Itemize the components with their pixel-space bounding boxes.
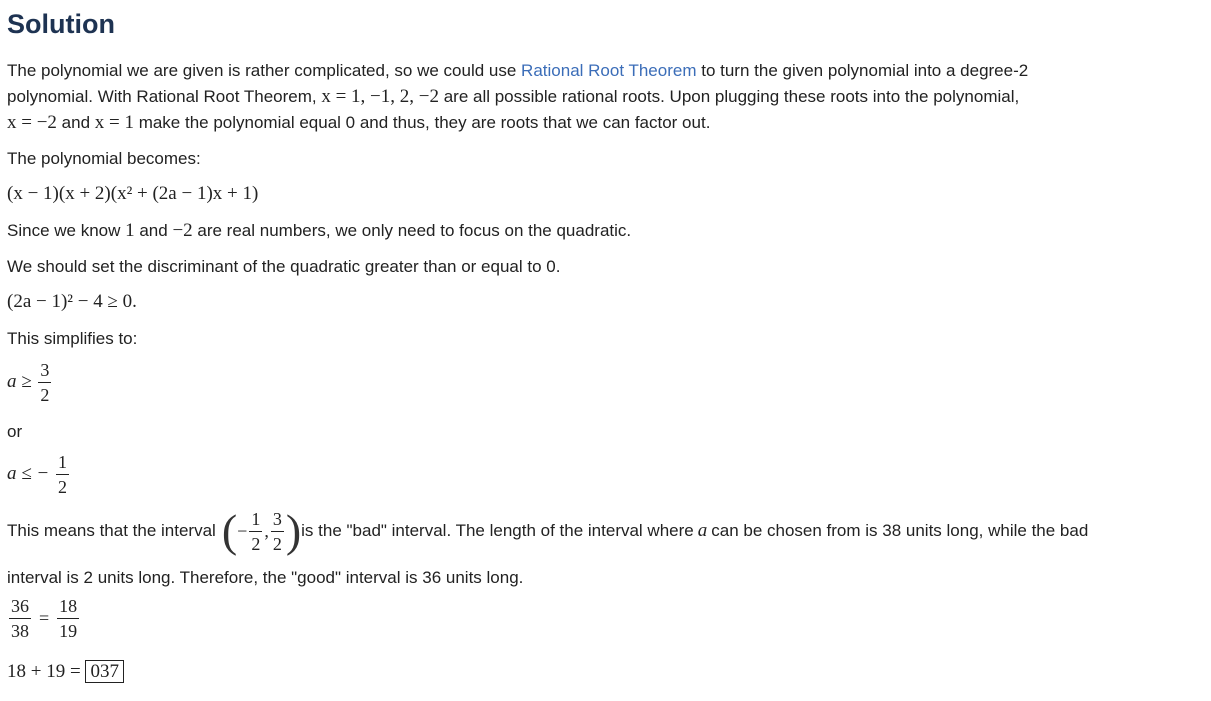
interval-line-1 — [7, 505, 1089, 556]
fraction-three-halves — [38, 361, 51, 404]
text-segment: and — [134, 221, 173, 240]
final-expression: 18 + 19 = — [7, 661, 81, 682]
inequality-a-leq — [7, 453, 71, 496]
inequality-a-geq — [7, 361, 53, 404]
interval-line-2: interval is 2 units long. Therefore, the "good" interval is 36 units long. — [7, 568, 524, 587]
discriminant-text: We should set the discriminant of the quadratic greater than or equal to 0. — [7, 257, 561, 276]
boxed-answer: 037 — [85, 660, 124, 683]
ineq2-lhs: a ≤ − — [7, 462, 50, 484]
paragraph-line-2 — [7, 84, 1019, 110]
final-answer-line — [7, 659, 124, 685]
text-segment: make the polynomial equal 0 and thus, they are roots that we can factor out. — [133, 113, 711, 132]
simplifies-text: This simplifies to: — [7, 329, 138, 348]
fraction-three-halves — [271, 510, 284, 553]
text-segment: Since we know — [7, 221, 126, 240]
fraction-one-half — [249, 510, 262, 553]
left-paren: ( — [221, 505, 238, 556]
fraction-denominator: 38 — [9, 618, 31, 640]
fraction-numerator: 3 — [40, 360, 50, 380]
math-possible-roots: x = 1, −1, 2, −2 — [321, 86, 439, 107]
fraction-numerator: 1 — [57, 452, 67, 472]
text-segment: polynomial. With Rational Root Theorem, — [7, 87, 322, 106]
fraction-denominator: 2 — [56, 474, 69, 496]
fraction-numerator: 3 — [272, 508, 282, 529]
text-segment: are real numbers, we only need to focus on the quadratic. — [192, 221, 632, 240]
text-segment: This means that the interval — [7, 521, 216, 540]
text-segment: to turn the given polynomial into a degree-2 — [696, 61, 1029, 80]
equals-sign: = — [39, 608, 50, 628]
fraction-denominator: 19 — [57, 618, 79, 640]
or-text: or — [7, 422, 23, 441]
text-segment: are all possible rational roots. Upon plugging these roots into the polynomial, — [438, 87, 1020, 106]
fraction-36-38 — [9, 597, 31, 640]
factored-polynomial: (x − 1)(x + 2)(x² + (2a − 1)x + 1) — [7, 183, 259, 204]
text-segment: and — [56, 113, 95, 132]
math-one: 1 — [125, 220, 135, 241]
math-neg-two: −2 — [172, 220, 193, 241]
paragraph-line-3 — [7, 110, 710, 136]
text-segment: is the "bad" interval. The length of the interval where — [301, 521, 694, 540]
since-line — [7, 218, 631, 244]
polynomial-becomes-text: The polynomial becomes: — [7, 149, 201, 168]
fraction-denominator: 2 — [249, 531, 262, 553]
math-root-1: x = −2 — [7, 112, 57, 133]
solution-title: Solution — [7, 9, 115, 39]
math-root-2: x = 1 — [94, 112, 134, 133]
discriminant-inequality: (2a − 1)² − 4 ≥ 0. — [7, 291, 137, 312]
text-segment: The polynomial we are given is rather complicated, so we could use — [7, 61, 522, 80]
fraction-denominator: 2 — [271, 531, 284, 553]
math-var-a: a — [697, 520, 708, 541]
paragraph-line-1 — [7, 58, 1028, 84]
fraction-18-19 — [57, 597, 79, 640]
fraction-one-half — [56, 453, 69, 496]
fraction-numerator: 36 — [11, 596, 29, 616]
fraction-numerator: 1 — [251, 508, 261, 529]
interval-comma: , — [264, 520, 269, 541]
text-segment: can be chosen from is 38 units long, while the bad — [711, 521, 1089, 540]
rational-root-theorem-link[interactable]: Rational Root Theorem — [521, 61, 697, 80]
ratio-equation — [7, 597, 81, 640]
interval-neg-sign: − — [237, 520, 248, 541]
ineq1-lhs: a ≥ — [7, 370, 32, 392]
fraction-denominator: 2 — [38, 382, 51, 404]
fraction-numerator: 18 — [59, 596, 78, 616]
right-paren: ) — [285, 505, 302, 556]
